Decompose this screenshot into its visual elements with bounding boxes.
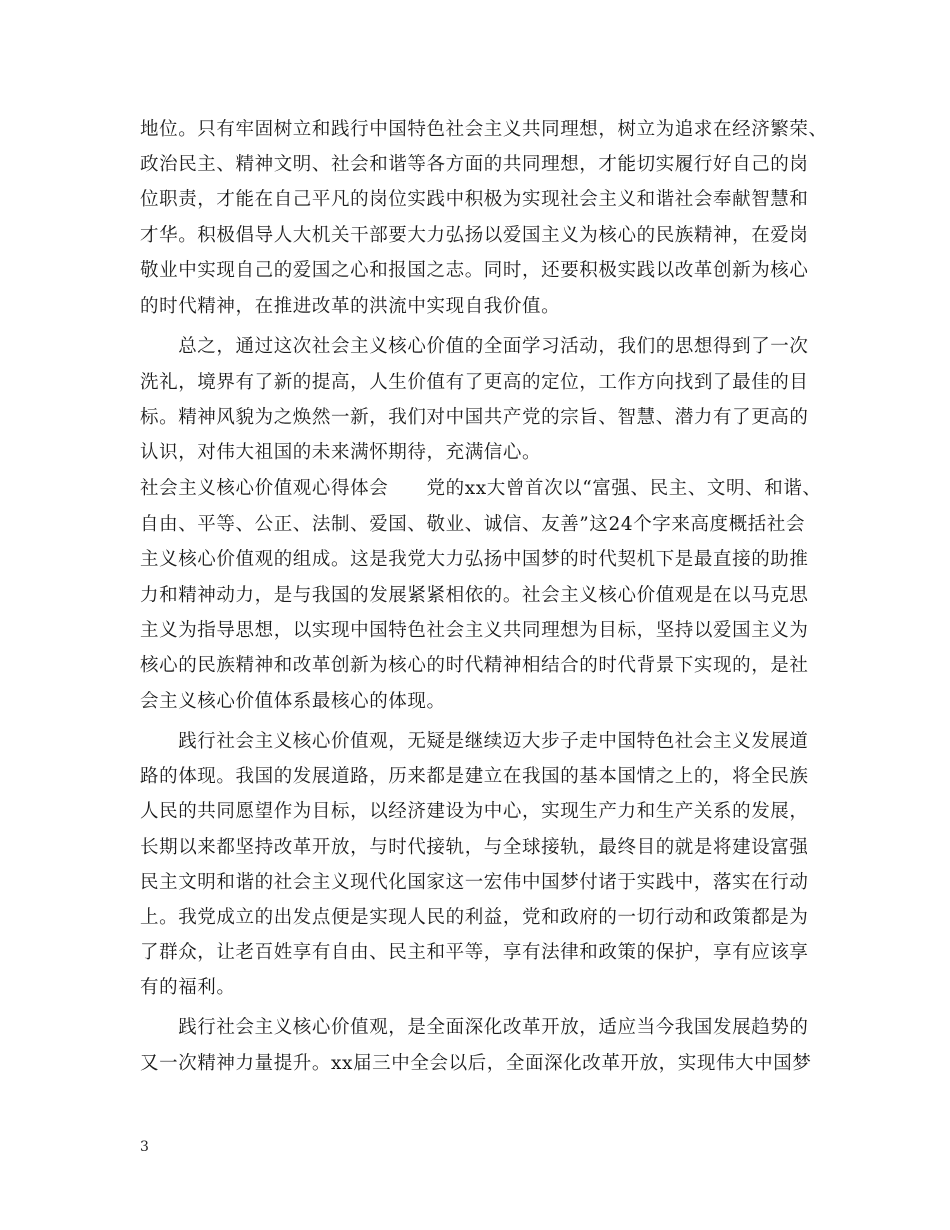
text-line: 敬业中实现自己的爱国之心和报国之志。同时，还要积极实践以改革创新为核心: [140, 260, 809, 281]
text-line: 位职责，才能在自己平凡的岗位实践中积极为实现社会主义和谐社会奉献智慧和: [140, 189, 809, 210]
text-line: 标。精神风貌为之焕然一新，我们对中国共产党的宗旨、智慧、潜力有了更高的: [140, 407, 809, 428]
text-line: 地位。只有牢固树立和践行中国特色社会主义共同理想，树立为追求在经济繁荣、: [140, 119, 828, 140]
text-line: 路的体现。我国的发展道路，历来都是建立在我国的基本国情之上的，将全民族: [140, 766, 809, 787]
text-line: 又一次精神力量提升。xx届三中全会以后，全面深化改革开放，实现伟大中国梦: [140, 1053, 812, 1074]
text-line: 了群众，让老百姓享有自由、民主和平等，享有法律和政策的保护，享有应该享: [140, 942, 809, 963]
text-line: 有的福利。: [140, 977, 236, 998]
text-line: 总之，通过这次社会主义核心价值的全面学习活动，我们的思想得到了一次: [140, 336, 809, 357]
text-line: 自由、平等、公正、法制、爱国、敬业、诚信、友善”这24个字来高度概括社会: [140, 514, 806, 535]
text-line: 政治民主、精神文明、社会和谐等各方面的共同理想，才能切实履行好自己的岗: [140, 154, 809, 175]
text-line: 主义为指导思想，以实现中国特色社会主义共同理想为目标，坚持以爱国主义为: [140, 620, 809, 641]
text-line: 核心的民族精神和改革创新为核心的时代精神相结合的时代背景下实现的，是社: [140, 655, 809, 676]
text-line: 洗礼，境界有了新的提高，人生价值有了更高的定位，工作方向找到了最佳的目: [140, 372, 809, 393]
page-number: 3: [140, 1139, 149, 1155]
text-line: 才华。积极倡导人大机关干部要大力弘扬以爱国主义为核心的民族精神，在爱岗: [140, 225, 809, 246]
text-line: 会主义核心价值体系最核心的体现。: [140, 691, 446, 712]
text-line: 力和精神动力，是与我国的发展紧紧相依的。社会主义核心价值观是在以马克思: [140, 585, 809, 606]
text-line: 主义核心价值观的组成。这是我党大力弘扬中国梦的时代契机下是最直接的助推: [140, 549, 809, 570]
text-line: 践行社会主义核心价值观，是全面深化改革开放，适应当今我国发展趋势的: [140, 1017, 809, 1038]
text-line: 认识，对伟大祖国的未来满怀期待，充满信心。: [140, 442, 542, 463]
text-line: 践行社会主义核心价值观，无疑是继续迈大步子走中国特色社会主义发展道: [140, 731, 809, 752]
text-line: 民主文明和谐的社会主义现代化国家这一宏伟中国梦付诸于实践中，落实在行动: [140, 872, 809, 893]
text-line: 人民的共同愿望作为目标，以经济建设为中心，实现生产力和生产关系的发展，: [140, 801, 809, 822]
text-line: 社会主义核心价值观心得体会 党的xx大曾首次以“富强、民主、文明、和谐、: [140, 478, 822, 499]
text-line: 的时代精神，在推进改革的洪流中实现自我价值。: [140, 296, 561, 317]
text-line: 长期以来都坚持改革开放，与时代接轨，与全球接轨，最终目的就是将建设富强: [140, 837, 809, 858]
text-line: 上。我党成立的出发点便是实现人民的利益，党和政府的一切行动和政策都是为: [140, 907, 809, 928]
